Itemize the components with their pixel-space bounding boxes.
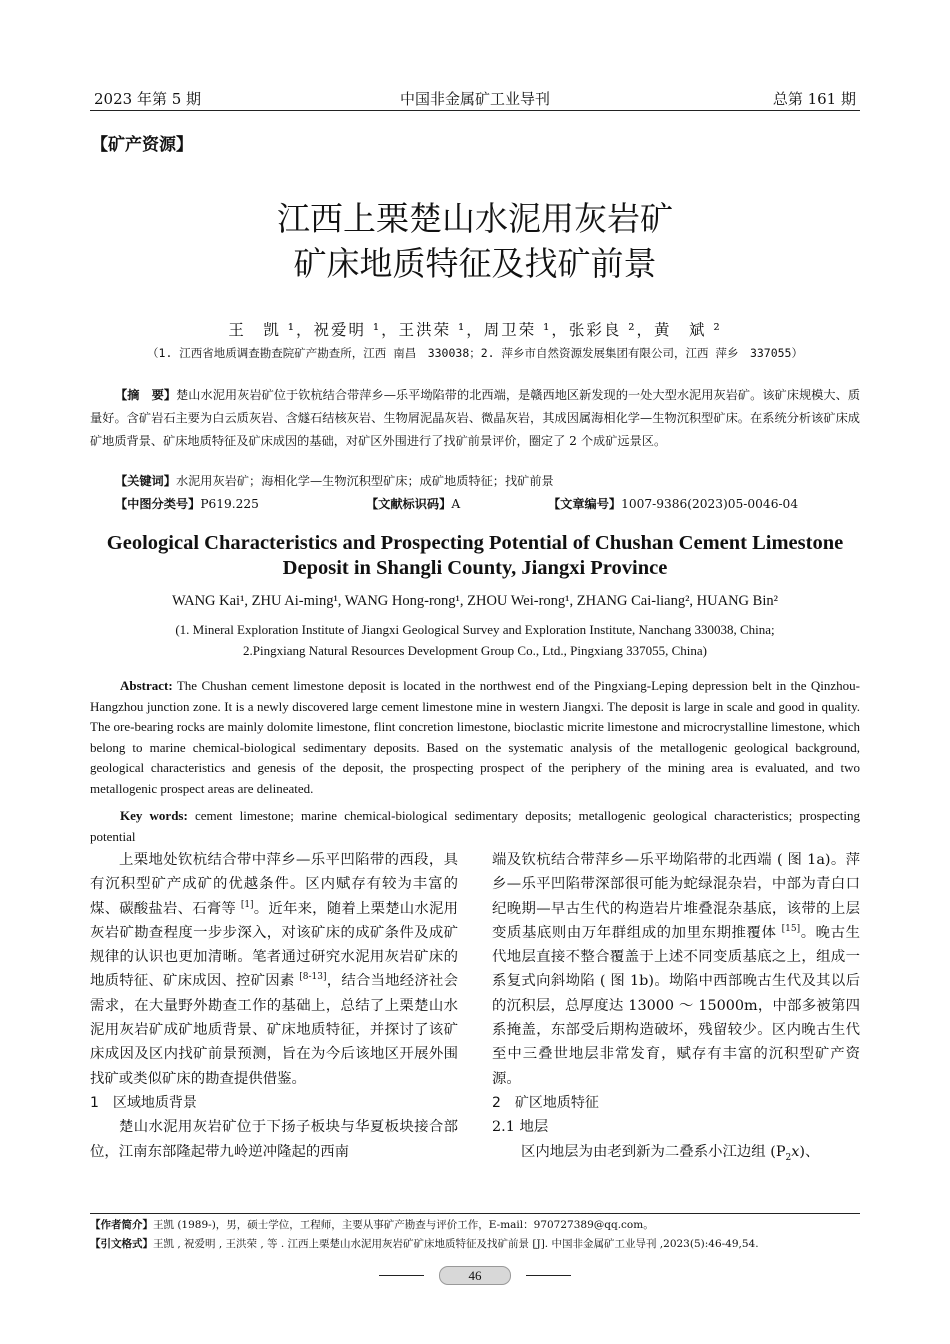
title-cn-line2: 矿床地质特征及找矿前景: [293, 244, 657, 283]
keywords-en-text: cement limestone; marine chemical-biological sedimentary deposits; metallogenic geological characteristics; prospecting potential: [90, 808, 860, 844]
title-cn-line1: 江西上栗楚山水泥用灰岩矿: [277, 199, 673, 238]
article-number: 【文章编号】1007-9386(2023)05-0046-04: [548, 497, 799, 511]
citation-ref: [1]: [240, 899, 254, 910]
keywords-cn-label: 【关键词】: [115, 474, 176, 488]
keywords-en: [90, 806, 860, 847]
clc-number: 【中图分类号】P619.225: [115, 497, 259, 511]
header-issue: 2023 年第 5 期: [94, 90, 202, 108]
page-number-rule-left: [379, 1275, 424, 1276]
strata-paragraph: 区内地层为由老到新为二叠系小江边组 $(P_2x)$、: [521, 1143, 820, 1163]
authors-cn: 王 凯 ¹，祝爱明 ¹，王洪荣 ¹，周卫荣 ¹，张彩良 ²，黄 斌 ²: [228, 321, 722, 339]
section-heading-2: 2 矿区地质特征: [492, 1094, 599, 1111]
title-en-line1: Geological Characteristics and Prospecting Potential of Chushan Cement Limestone: [106, 532, 844, 554]
title-en-line2: Deposit in Shangli County, Jiangxi Province: [282, 557, 668, 579]
abstract-cn: [90, 384, 860, 453]
intro-paragraph: 上栗地处钦杭结合带中萍乡—乐平凹陷带的西段，具有沉积型矿产成矿的优越条件。区内赋存有较为丰富的煤、碳酸盐岩、石膏等 [1]。近年来，随着上栗楚山水泥用灰岩矿勘查程度一步步深入，对该矿床的成矿条件及成矿规律的认识也更加清晰。笔者通过研究水泥用灰岩矿床的地质特征、矿床成因、控矿因素 [8-13]，结合当地经济社会需求，在大量野外勘查工作的基础上，总结了上栗楚山水泥用灰岩矿成矿地质背景、矿床地质特征，并探讨了该矿床成因及区内找矿前景预测，旨在为今后该地区开展外围找矿或类似矿床的勘查提供借鉴。: [90, 852, 458, 1087]
citation-ref: [15]: [781, 924, 801, 935]
header-total-issue: 总第 161 期: [772, 90, 856, 108]
document-code: 【文献标识码】A: [366, 497, 461, 511]
subsection-heading-2-1: 2.1 地层: [492, 1119, 549, 1136]
abstract-cn-text: 楚山水泥用灰岩矿位于钦杭结合带萍乡—乐平坳陷带的北西端，是赣西地区新发现的一处大型水泥用灰岩矿。该矿床规模大、质量好。含矿岩石主要为白云质灰岩、含燧石结核灰岩、生物屑泥晶灰岩、微晶灰岩，其成因属海相化学—生物沉积型矿床。在系统分析该矿床成矿地质背景、矿床地质特征及矿床成因的基础，对矿区外围进行了找矿前景评价，圈定了 2 个成矿远景区。: [90, 388, 861, 448]
keywords-en-label: Key words:: [120, 808, 188, 823]
regional-geology-continued: 端及钦杭结合带萍乡—乐平坳陷带的北西端 ( 图 1a)。萍乡—乐平凹陷带深部很可能为蛇绿混杂岩，中部为青白口纪晚期—早古生代的构造岩片堆叠混杂基底，该带的上层变质基底则由万年群组成的加里东期推覆体 [15]。晚古生代地层直接不整合覆盖于上述不同变质基底之上，组成一系复式向斜坳陷 ( 图 1b)。坳陷中西部晚古生代及其以后的沉积层，总厚度达 13000 ～ 15000m，中部多被第四系掩盖，东部受后期构造破坏，残留较少。区内晚古生代至中三叠世地层非常发育，赋存有丰富的沉积型矿产资源。: [492, 852, 860, 1087]
abstract-en-text: The Chushan cement limestone deposit is located in the northwest end of the Pingxiang-Leping depression belt in the Qinzhou-Hangzhou junction zone. It is a newly discovered large cement limestone mine in western Jiangxi. The deposit is large in scale and good in quality. The ore-bearing rocks are mainly dolomite limestone, flint concretion limestone, bioclastic micrite limestone and microcrystalline limestone, which belong to marine chemical-biological sedimentary deposits. Based on the systematic analysis of the metallogenic geological background, geological characteristics and genesis of the deposit, the prospecting prospect of the periphery of the mining area is evaluated, and two metallogenic prospect areas are delineated.: [90, 678, 860, 796]
abstract-en-label: Abstract:: [120, 678, 173, 693]
body-column-right: [492, 848, 860, 1164]
page-number: 46: [439, 1266, 511, 1285]
keywords-cn-text: 水泥用灰岩矿；海相化学—生物沉积型矿床；成矿地质特征；找矿前景: [175, 474, 554, 488]
footnote-author-bio: 【作者简介】王凯 (1989-)，男，硕士学位，工程师，主要从事矿产勘查与评价工作，E-mail：970727389@qq.com。: [90, 1219, 654, 1231]
header-divider: [90, 110, 860, 111]
keywords-cn: [90, 472, 860, 489]
regional-geology-paragraph: 楚山水泥用灰岩矿位于下扬子板块与华夏板块接合部位，江南东部隆起带九岭逆冲隆起的西南: [90, 1119, 458, 1160]
header-journal: 中国非金属矿工业导刊: [399, 90, 550, 108]
page-number-rule-right: [526, 1275, 571, 1276]
abstract-cn-label: 【摘 要】: [115, 388, 177, 402]
authors-en: WANG Kai¹, ZHU Ai-ming¹, WANG Hong-rong¹, ZHOU Wei-rong¹, ZHANG Cai-liang², HUANG Bin²: [172, 593, 778, 609]
section-heading-1: 1 区域地质背景: [90, 1094, 197, 1111]
affiliations-en-line2: 2.Pingxiang Natural Resources Development Group Co., Ltd., Pingxiang 337055, China): [243, 643, 707, 658]
affiliations-cn: （1. 江西省地质调查勘查院矿产勘查所，江西 南昌 330038；2. 萍乡市自然资源发展集团有限公司，江西 萍乡 337055）: [147, 346, 803, 360]
section-tag: 【矿产资源】: [91, 135, 193, 155]
footnote-citation-format: 【引文格式】王凯 , 祝爱明 , 王洪荣 , 等 . 江西上栗楚山水泥用灰岩矿矿床地质特征及找矿前景 [J]. 中国非金属矿工业导刊 ,2023(5):46-49,54.: [90, 1238, 759, 1250]
affiliations-en-line1: (1. Mineral Exploration Institute of Jiangxi Geological Survey and Exploration Institute, Nanchang 330038, China;: [175, 622, 775, 637]
citation-ref: [8-13]: [299, 972, 327, 983]
body-column-left: [90, 848, 458, 1164]
abstract-en: [90, 676, 860, 800]
page-number-block: [0, 1265, 950, 1285]
footnote-divider: [90, 1213, 860, 1214]
